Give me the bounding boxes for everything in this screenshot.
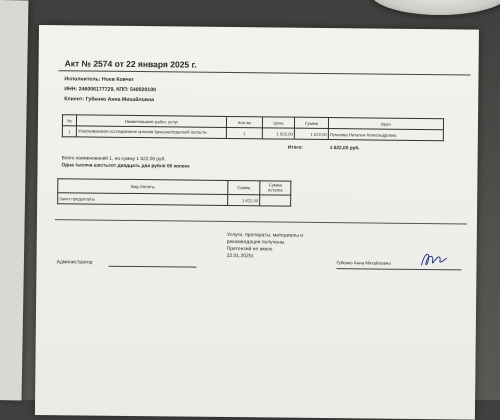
cell-payment-sum: 1 622,00	[228, 194, 260, 205]
inn-kpp-line: ИНН: 246006177729, КПП: 540020100	[64, 86, 157, 94]
col-header-remaining: Сумма остатка	[260, 181, 291, 195]
col-header-number: №	[62, 115, 76, 126]
col-header-doctor: Врач	[328, 118, 443, 130]
background-object	[370, 0, 500, 15]
col-header-qty: Кол-во	[226, 116, 262, 127]
payments-table	[57, 178, 291, 206]
admin-label: Администратор	[56, 259, 93, 266]
act-document	[35, 25, 479, 420]
statement-line-3: Претензий не имею	[226, 245, 273, 253]
admin-signature-line	[108, 266, 196, 268]
table-row	[58, 193, 291, 206]
col-header-price: Цена	[262, 117, 294, 128]
statement-line-1: Услуги, препараты, материалы и	[226, 231, 304, 239]
cell-sum: 1 622,00	[294, 128, 328, 139]
summary-count: Всего наименований 1, на сумму 1 622,00 руб.	[61, 156, 166, 163]
cell-qty: 1	[226, 127, 262, 138]
cell-doctor: Луганова Наталья Александровна	[328, 129, 443, 141]
handwritten-signature	[418, 249, 448, 271]
executor-line: Исполнитель: Ноев Ковчег	[64, 76, 134, 83]
col-header-payment-sum: Сумма	[228, 180, 260, 194]
total-label: Итого:	[287, 145, 303, 151]
col-header-payment-type: Вид Оплаты	[58, 179, 228, 195]
section-divider	[55, 219, 467, 224]
summary-words: Одна тысяча шестьсот двадцать два рубля 00 копеек	[61, 163, 190, 170]
client-line: Клиент: Губенко Анна Михайловна	[64, 96, 155, 104]
cell-service: Ультразвуковое исследование органов брюшно/отделной полости	[76, 126, 226, 139]
cell-remaining	[260, 195, 291, 206]
title-divider	[59, 70, 471, 75]
col-header-service: Наименование работ, услуг	[76, 115, 226, 128]
cell-payment-type: Зачет предоплаты	[58, 193, 228, 206]
cell-price: 1 622,00	[262, 128, 294, 139]
statement-line-2: рекомендации получены.	[226, 238, 286, 246]
total-value: 1 622,00 руб.	[329, 146, 360, 152]
document-title: Акт № 2574 от 22 января 2025 г.	[64, 58, 197, 70]
col-header-sum: Сумма	[294, 117, 328, 128]
background-paper	[0, 0, 28, 400]
doctor-name: Губенко Анна Михайловна	[336, 260, 391, 266]
statement-date: 22.01.2025г.	[226, 252, 255, 260]
cell-number: 1	[62, 126, 76, 137]
services-table	[62, 114, 444, 141]
